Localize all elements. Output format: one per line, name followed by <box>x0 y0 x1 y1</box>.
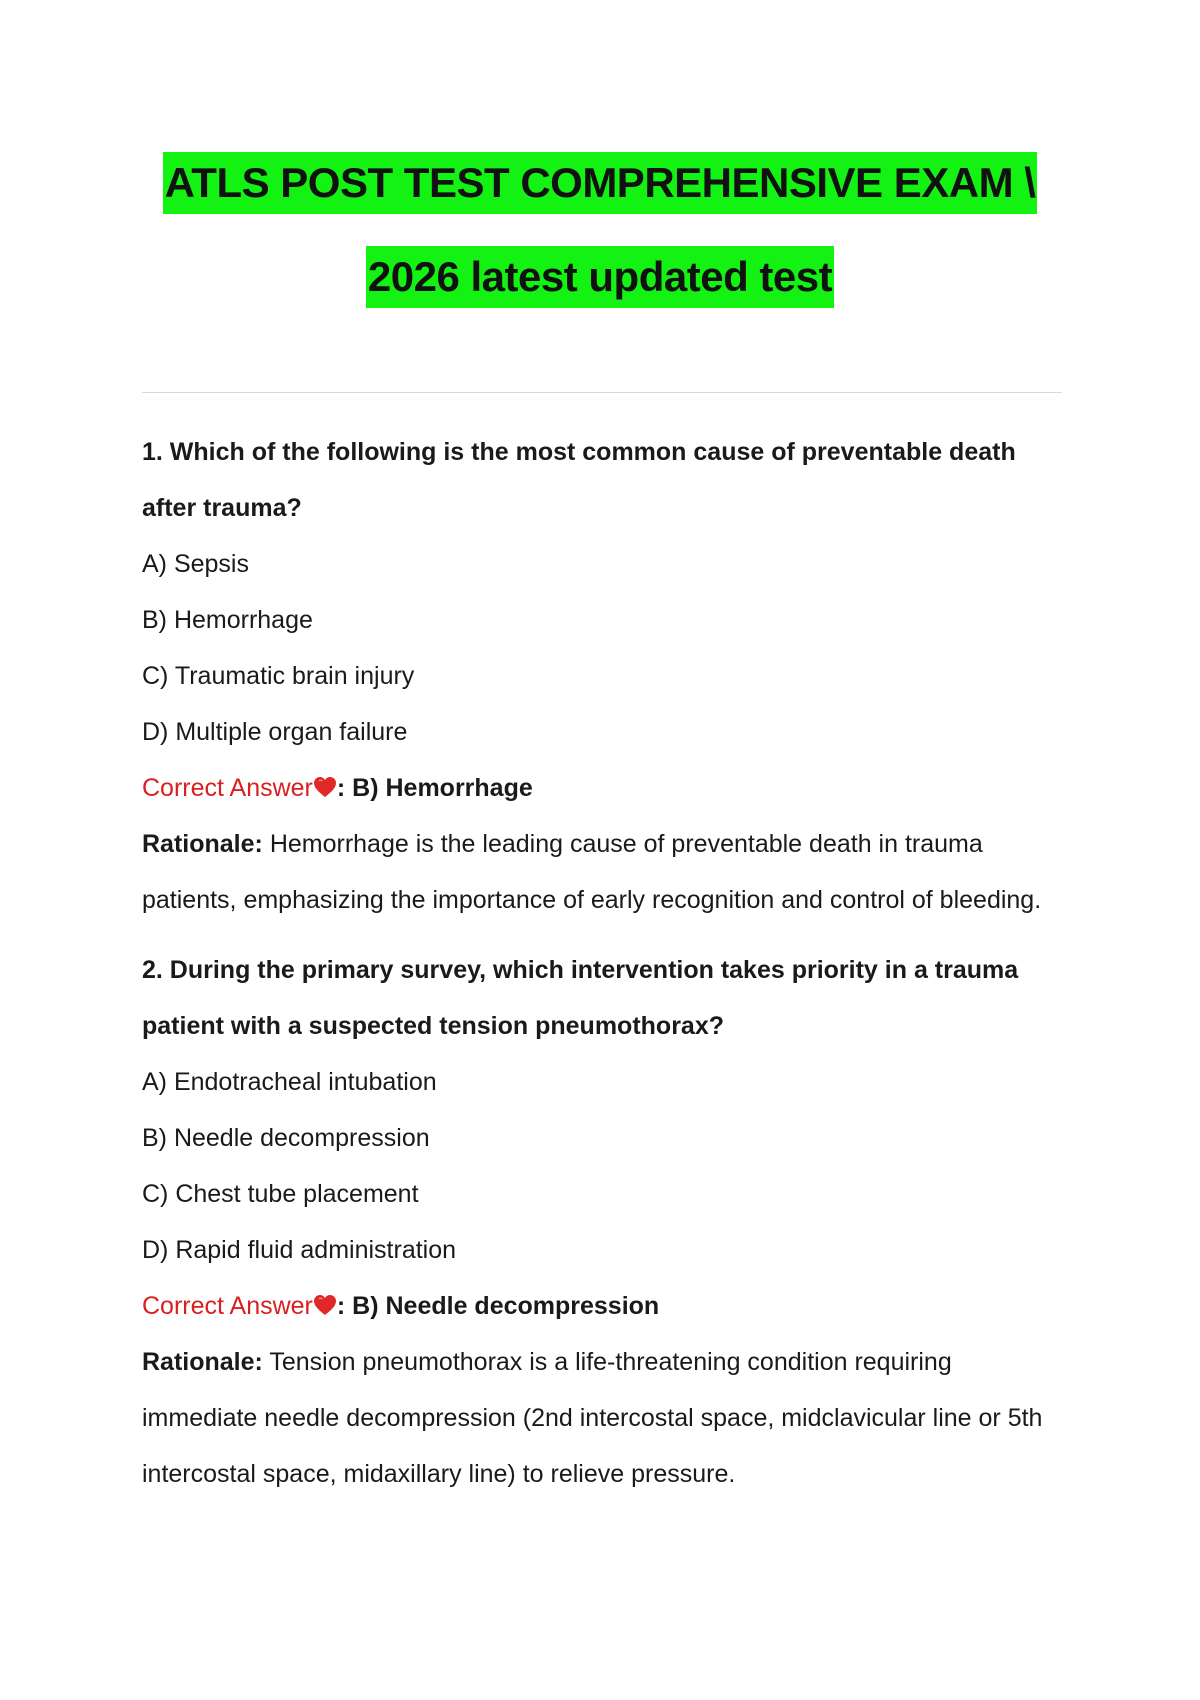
correct-answer-value: B) Hemorrhage <box>352 774 533 802</box>
rationale-text: Tension pneumothorax is a life-threatening condition requiring immediate needle decompression (2nd intercostal space, midclavicular line or 5th intercostal space, midaxillary line) to relieve pressure. <box>142 1348 1043 1488</box>
rationale <box>142 1334 1072 1502</box>
option-d: D) Multiple organ failure <box>142 718 408 746</box>
correct-answer <box>142 760 1072 816</box>
option-c: C) Chest tube placement <box>142 1180 419 1208</box>
question-list <box>142 424 1072 1502</box>
rationale-label: Rationale: <box>142 1348 263 1376</box>
title-line-1: ATLS POST TEST COMPREHENSIVE EXAM \ <box>163 152 1038 214</box>
question-text: 1. Which of the following is the most common cause of preventable death after trauma? <box>142 438 1016 522</box>
rationale-text: Hemorrhage is the leading cause of preventable death in trauma patients, emphasizing the importance of early recognition and control of bleeding. <box>142 830 1042 914</box>
rationale <box>142 816 1072 928</box>
option-d: D) Rapid fluid administration <box>142 1236 457 1264</box>
option-a: A) Endotracheal intubation <box>142 1068 437 1096</box>
heart-icon <box>313 1294 337 1316</box>
question-text: 2. During the primary survey, which intervention takes priority in a trauma patient with a suspected tension pneumothorax? <box>142 956 1019 1040</box>
divider <box>142 392 1062 393</box>
question-block-1 <box>142 424 1072 928</box>
option-b: B) Needle decompression <box>142 1124 430 1152</box>
option-b: B) Hemorrhage <box>142 606 313 634</box>
option-a: A) Sepsis <box>142 550 249 578</box>
question-block-2 <box>142 942 1072 1502</box>
correct-answer-value: B) Needle decompression <box>352 1292 660 1320</box>
answer-separator: : <box>336 1292 346 1320</box>
document-title <box>0 152 1200 308</box>
rationale-label: Rationale: <box>142 830 263 858</box>
heart-icon <box>313 776 337 798</box>
title-line-2: 2026 latest updated test <box>366 246 834 308</box>
option-c: C) Traumatic brain injury <box>142 662 415 690</box>
correct-answer-label: Correct Answer <box>142 774 313 802</box>
correct-answer-label: Correct Answer <box>142 1292 313 1320</box>
correct-answer <box>142 1278 1072 1334</box>
answer-separator: : <box>336 774 346 802</box>
